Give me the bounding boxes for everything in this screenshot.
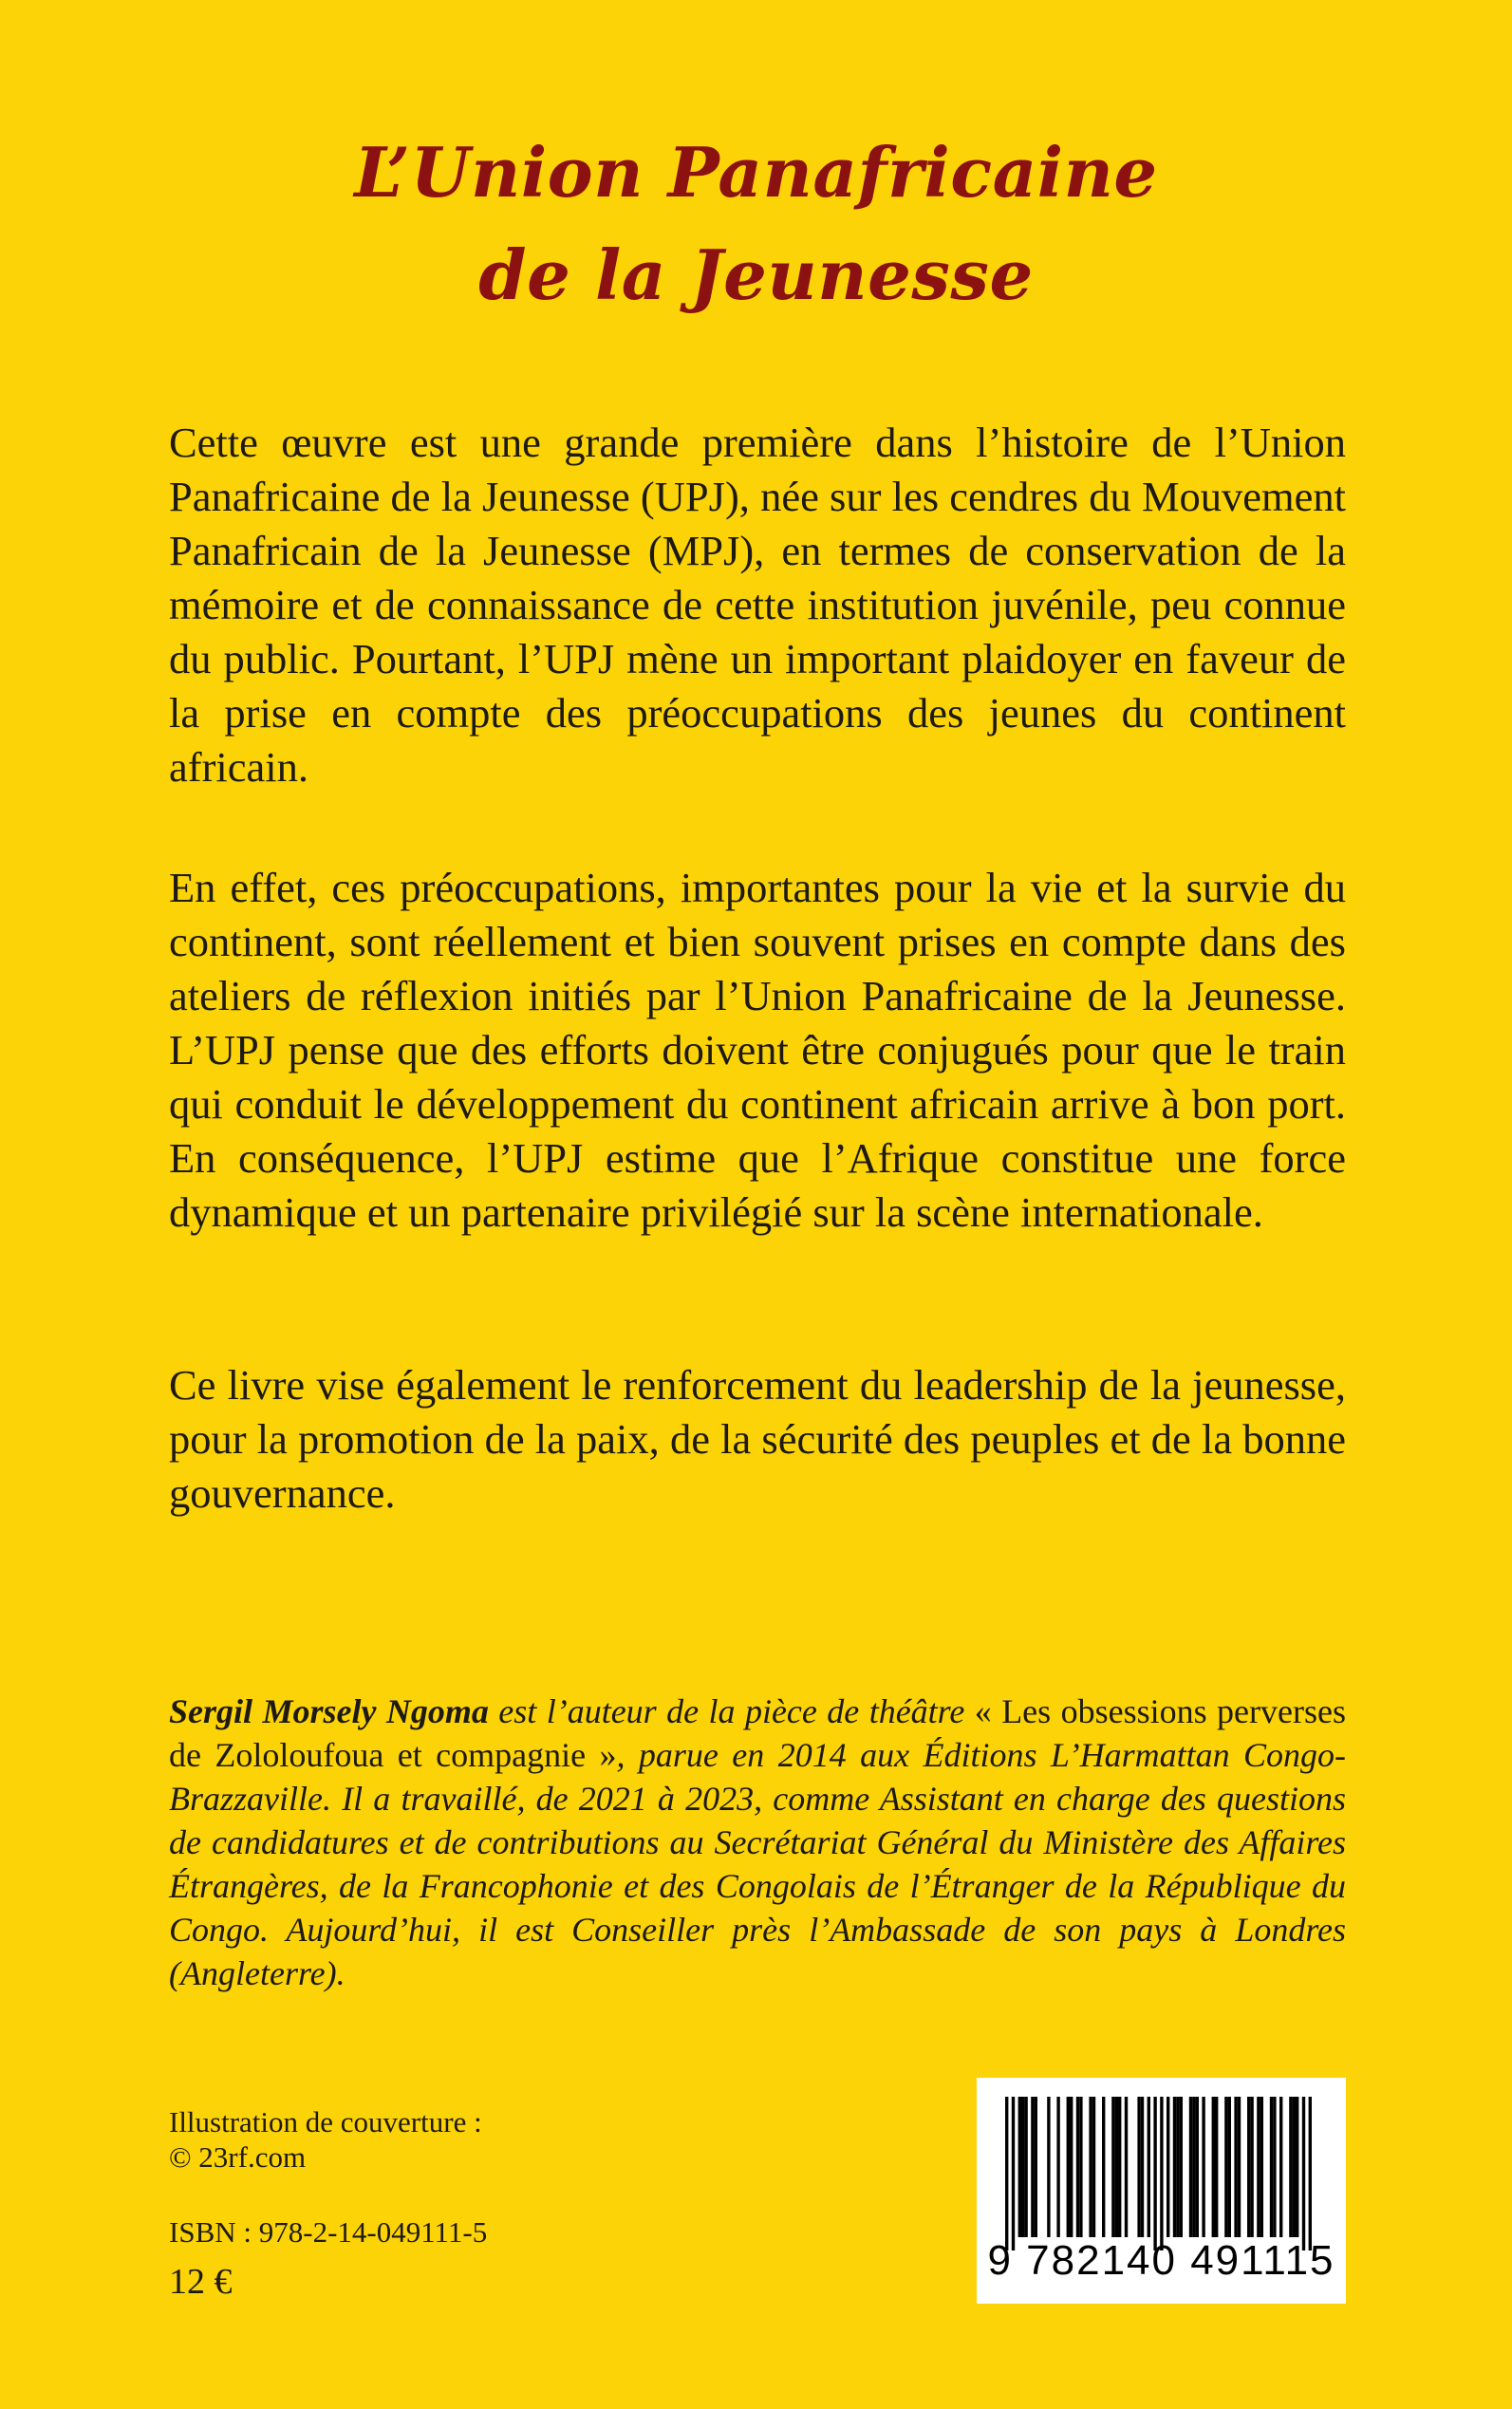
barcode-bar	[1260, 2097, 1263, 2237]
barcode-bar	[1125, 2097, 1128, 2237]
barcode-bar	[1056, 2097, 1059, 2237]
barcode-bar	[1296, 2097, 1298, 2237]
barcode-bar	[1293, 2097, 1296, 2237]
barcode	[977, 2078, 1346, 2304]
isbn: ISBN : 978-2-14-049111-5	[169, 2215, 488, 2249]
book-title	[0, 121, 1512, 327]
barcode-bar	[1167, 2097, 1169, 2237]
author-name: Sergil Morsely Ngoma	[169, 1692, 489, 1730]
summary-paragraph-2: En effet, ces préoccupations, importantes pour la vie et la survie du continent, sont réellement et bien souvent prises en compte dans des ateliers de réflexion initiés par l’Union Panafricaine de la Jeunesse. L’UPJ pense que des efforts doivent être conjugués pour que le train qui conduit le développement du continent africain arrive à bon port. En conséquence, l’UPJ estime que l’Afrique constitue une force dynamique et un partenaire privilégié sur la scène internationale.	[169, 864, 1346, 1236]
barcode-bar	[1224, 2097, 1227, 2237]
barcode-bar	[1024, 2097, 1027, 2237]
barcode-bar	[1018, 2097, 1021, 2237]
price: 12 €	[169, 2262, 233, 2302]
barcode-bar	[1196, 2097, 1199, 2237]
barcode-bar	[1137, 2097, 1140, 2237]
barcode-bar	[1067, 2097, 1070, 2237]
barcode-bar	[1215, 2097, 1218, 2237]
barcode-bar	[1148, 2097, 1150, 2237]
barcode-bar	[1102, 2097, 1105, 2237]
barcode-bar	[1092, 2097, 1095, 2237]
barcode-bar	[1309, 2097, 1312, 2250]
barcode-bar	[1279, 2097, 1282, 2237]
illustration-credit-label: Illustration de couverture :	[169, 2105, 482, 2138]
barcode-bar	[1118, 2097, 1121, 2237]
author-bio	[169, 1690, 1346, 1995]
book-title-line1: L’Union Panafricaine	[354, 132, 1158, 213]
barcode-bar	[1228, 2097, 1231, 2237]
barcode-bar	[1012, 2097, 1015, 2250]
barcode-bar	[1257, 2097, 1260, 2237]
barcode-bar	[1302, 2097, 1305, 2250]
barcode-bar	[1153, 2097, 1156, 2250]
barcode-bar	[1180, 2097, 1183, 2237]
barcode-bar	[1176, 2097, 1179, 2237]
barcode-bar	[1035, 2097, 1037, 2237]
barcode-bar	[1079, 2097, 1082, 2237]
barcode-bar	[1289, 2097, 1292, 2237]
author-bio-intro: est l’auteur de la pièce de théâtre	[488, 1692, 975, 1730]
barcode-bar	[1189, 2097, 1192, 2237]
author-work-title: « Les obsessions perverses de Zololoufoua et compagnie »	[169, 1692, 1346, 1774]
barcode-bar	[1247, 2097, 1250, 2237]
barcode-bar	[1192, 2097, 1195, 2237]
author-bio-rest: , parue en 2014 aux Éditions L’Harmattan Congo-Brazzaville. Il a travaillé, de 2021 à 2023, comme Assistant en charge des questions de candidatures et de contributions au Secrétariat Général du Ministère des Affaires Étrangères, de la Francophonie et des Congolais de l’Étranger de la République du Congo. Aujourd’hui, il est Conseiller près l’Ambassade de son pays à Londres (Angleterre).	[169, 1736, 1346, 1992]
barcode-bar	[1021, 2097, 1024, 2237]
illustration-credit	[169, 2104, 482, 2175]
barcode-bar	[1234, 2097, 1237, 2237]
summary-paragraph-1: Cette œuvre est une grande première dans l’histoire de l’Union Panafricaine de la Jeunesse (UPJ), née sur les cendres du Mouvement Panafricain de la Jeunesse (MPJ), en termes de conservation de la mémoire et de connaissance de cette institution juvénile, peu connue du public. Pourtant, l’UPJ mène un important plaidoyer en faveur de la prise en compte des préoccupations des jeunes du continent africain.	[169, 419, 1346, 791]
barcode-bar	[1270, 2097, 1273, 2237]
barcode-bar	[1115, 2097, 1118, 2237]
barcode-bar	[1005, 2097, 1008, 2250]
barcode-bar	[1089, 2097, 1092, 2237]
barcode-bar	[1238, 2097, 1241, 2237]
barcode-bar	[1160, 2097, 1163, 2250]
barcode-bar	[1273, 2097, 1276, 2237]
barcode-bar	[1047, 2097, 1050, 2237]
barcode-bar	[1111, 2097, 1114, 2237]
book-title-line2: de la Jeunesse	[478, 234, 1034, 315]
summary-paragraph-3: Ce livre vise également le renforcement du leadership de la jeunesse, pour la promotion de la paix, de la sécurité des peuples et de la bonne gouvernance.	[169, 1361, 1346, 1517]
barcode-bar	[1070, 2097, 1073, 2237]
barcode-bar	[1250, 2097, 1253, 2237]
barcode-bar	[1031, 2097, 1034, 2237]
illustration-credit-source: © 23rf.com	[169, 2140, 307, 2174]
barcode-digits: 9 782140 491115	[987, 2237, 1335, 2284]
barcode-bar	[1141, 2097, 1144, 2237]
barcode-bar	[1076, 2097, 1079, 2237]
barcode-bar	[1212, 2097, 1215, 2237]
barcode-bar	[1202, 2097, 1204, 2237]
barcode-bar	[1173, 2097, 1176, 2237]
